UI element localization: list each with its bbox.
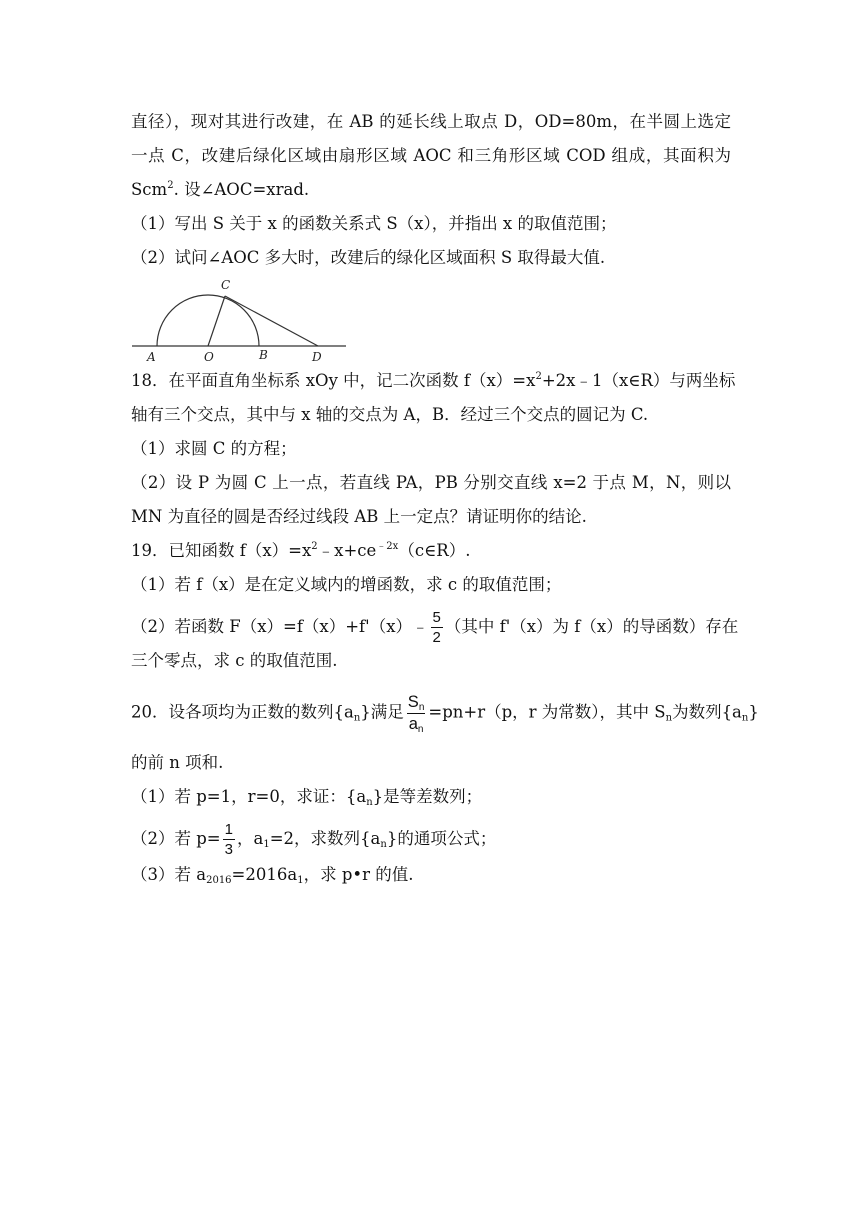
segment-oc [208, 296, 225, 346]
semicircle-arc [157, 295, 259, 346]
label-c: C [221, 278, 231, 292]
problem20-line2: 的前 n 项和. [131, 753, 224, 772]
label-b: B [259, 348, 268, 362]
fraction-five-halves: $\frac{5}{2}$ [432, 609, 441, 646]
problem18-line2: 轴有三个交点，其中与 x 轴的交点为 A，B．经过三个交点的圆记为 C. [131, 405, 649, 424]
problem20-question3: （3）若 $a_{2016}=2016a_1$，求 p•r 的值. [131, 865, 414, 886]
problem19-question2-line1: （2）若函数 F（x）=f（x）+f'（x）﹣ $\frac{5}{2}$ （其中 f'（x）为 f（x）的导函数）存在 [131, 609, 739, 646]
problem20-line1: 20．设各项均为正数的数列$\{a_n\}$满足 $\frac{S_n}{a_n}$ =pn+r（p，r 为常数），其中 $S_n$为数列$\{a_n\}$ [131, 693, 759, 735]
label-o: O [204, 350, 214, 364]
problem19-line1: 19．已知函数 $f(x)=x^2﹣x+ce^{﹣2x}(c\in R)$. [131, 541, 471, 560]
problem17-question1: （1）写出 S 关于 x 的函数关系式 S（x），并指出 x 的取值范围； [131, 214, 617, 233]
problem20-question1: （1）若 p=1，r=0，求证：$\{a_n\}$是等差数列； [131, 787, 483, 808]
problem18-question2-line2: MN 为直径的圆是否经过线段 AB 上一定点？请证明你的结论. [131, 507, 587, 526]
fraction-one-third: $\frac{1}{3}$ [224, 821, 233, 858]
problem17-line1: 直径），现对其进行改建，在 AB 的延长线上取点 D，OD=80m，在半圆上选定 [131, 112, 731, 131]
problem19-question1: （1）若 f（x）是在定义域内的增函数，求 c 的取值范围； [131, 575, 562, 594]
problem17-line3: Scm$^2$. 设∠AOC=xrad. [131, 180, 310, 199]
fraction-sn-over-an: $\frac{S_n}{a_n}$ [407, 693, 425, 735]
problem18-question1: （1）求圆 C 的方程； [131, 439, 297, 458]
problem19-question2-line2: 三个零点，求 c 的取值范围. [131, 651, 338, 670]
problem17-question2: （2）试问∠AOC 多大时，改建后的绿化区域面积 S 取得最大值. [131, 248, 606, 267]
problem18-question2-line1: （2）设 P 为圆 C 上一点，若直线 PA，PB 分别交直线 x=2 于点 M，N，则以 [131, 473, 731, 492]
label-d: D [312, 350, 322, 364]
problem20-question2: （2）若 p= $\frac{1}{3}$ ，$a_1=2$，求数列$\{a_n\}$的通项公式； [131, 821, 497, 858]
problem17-line2: 一点 C，改建后绿化区域由扇形区域 AOC 和三角形区域 COD 组成，其面积为 [131, 146, 731, 165]
segment-cd [225, 296, 318, 346]
label-a: A [147, 350, 156, 364]
problem18-line1: 18．在平面直角坐标系 xOy 中，记二次函数 $f(x)=x^2+2x﹣1(x\in R)$与两坐标 [131, 371, 736, 390]
semicircle-figure [128, 274, 350, 366]
